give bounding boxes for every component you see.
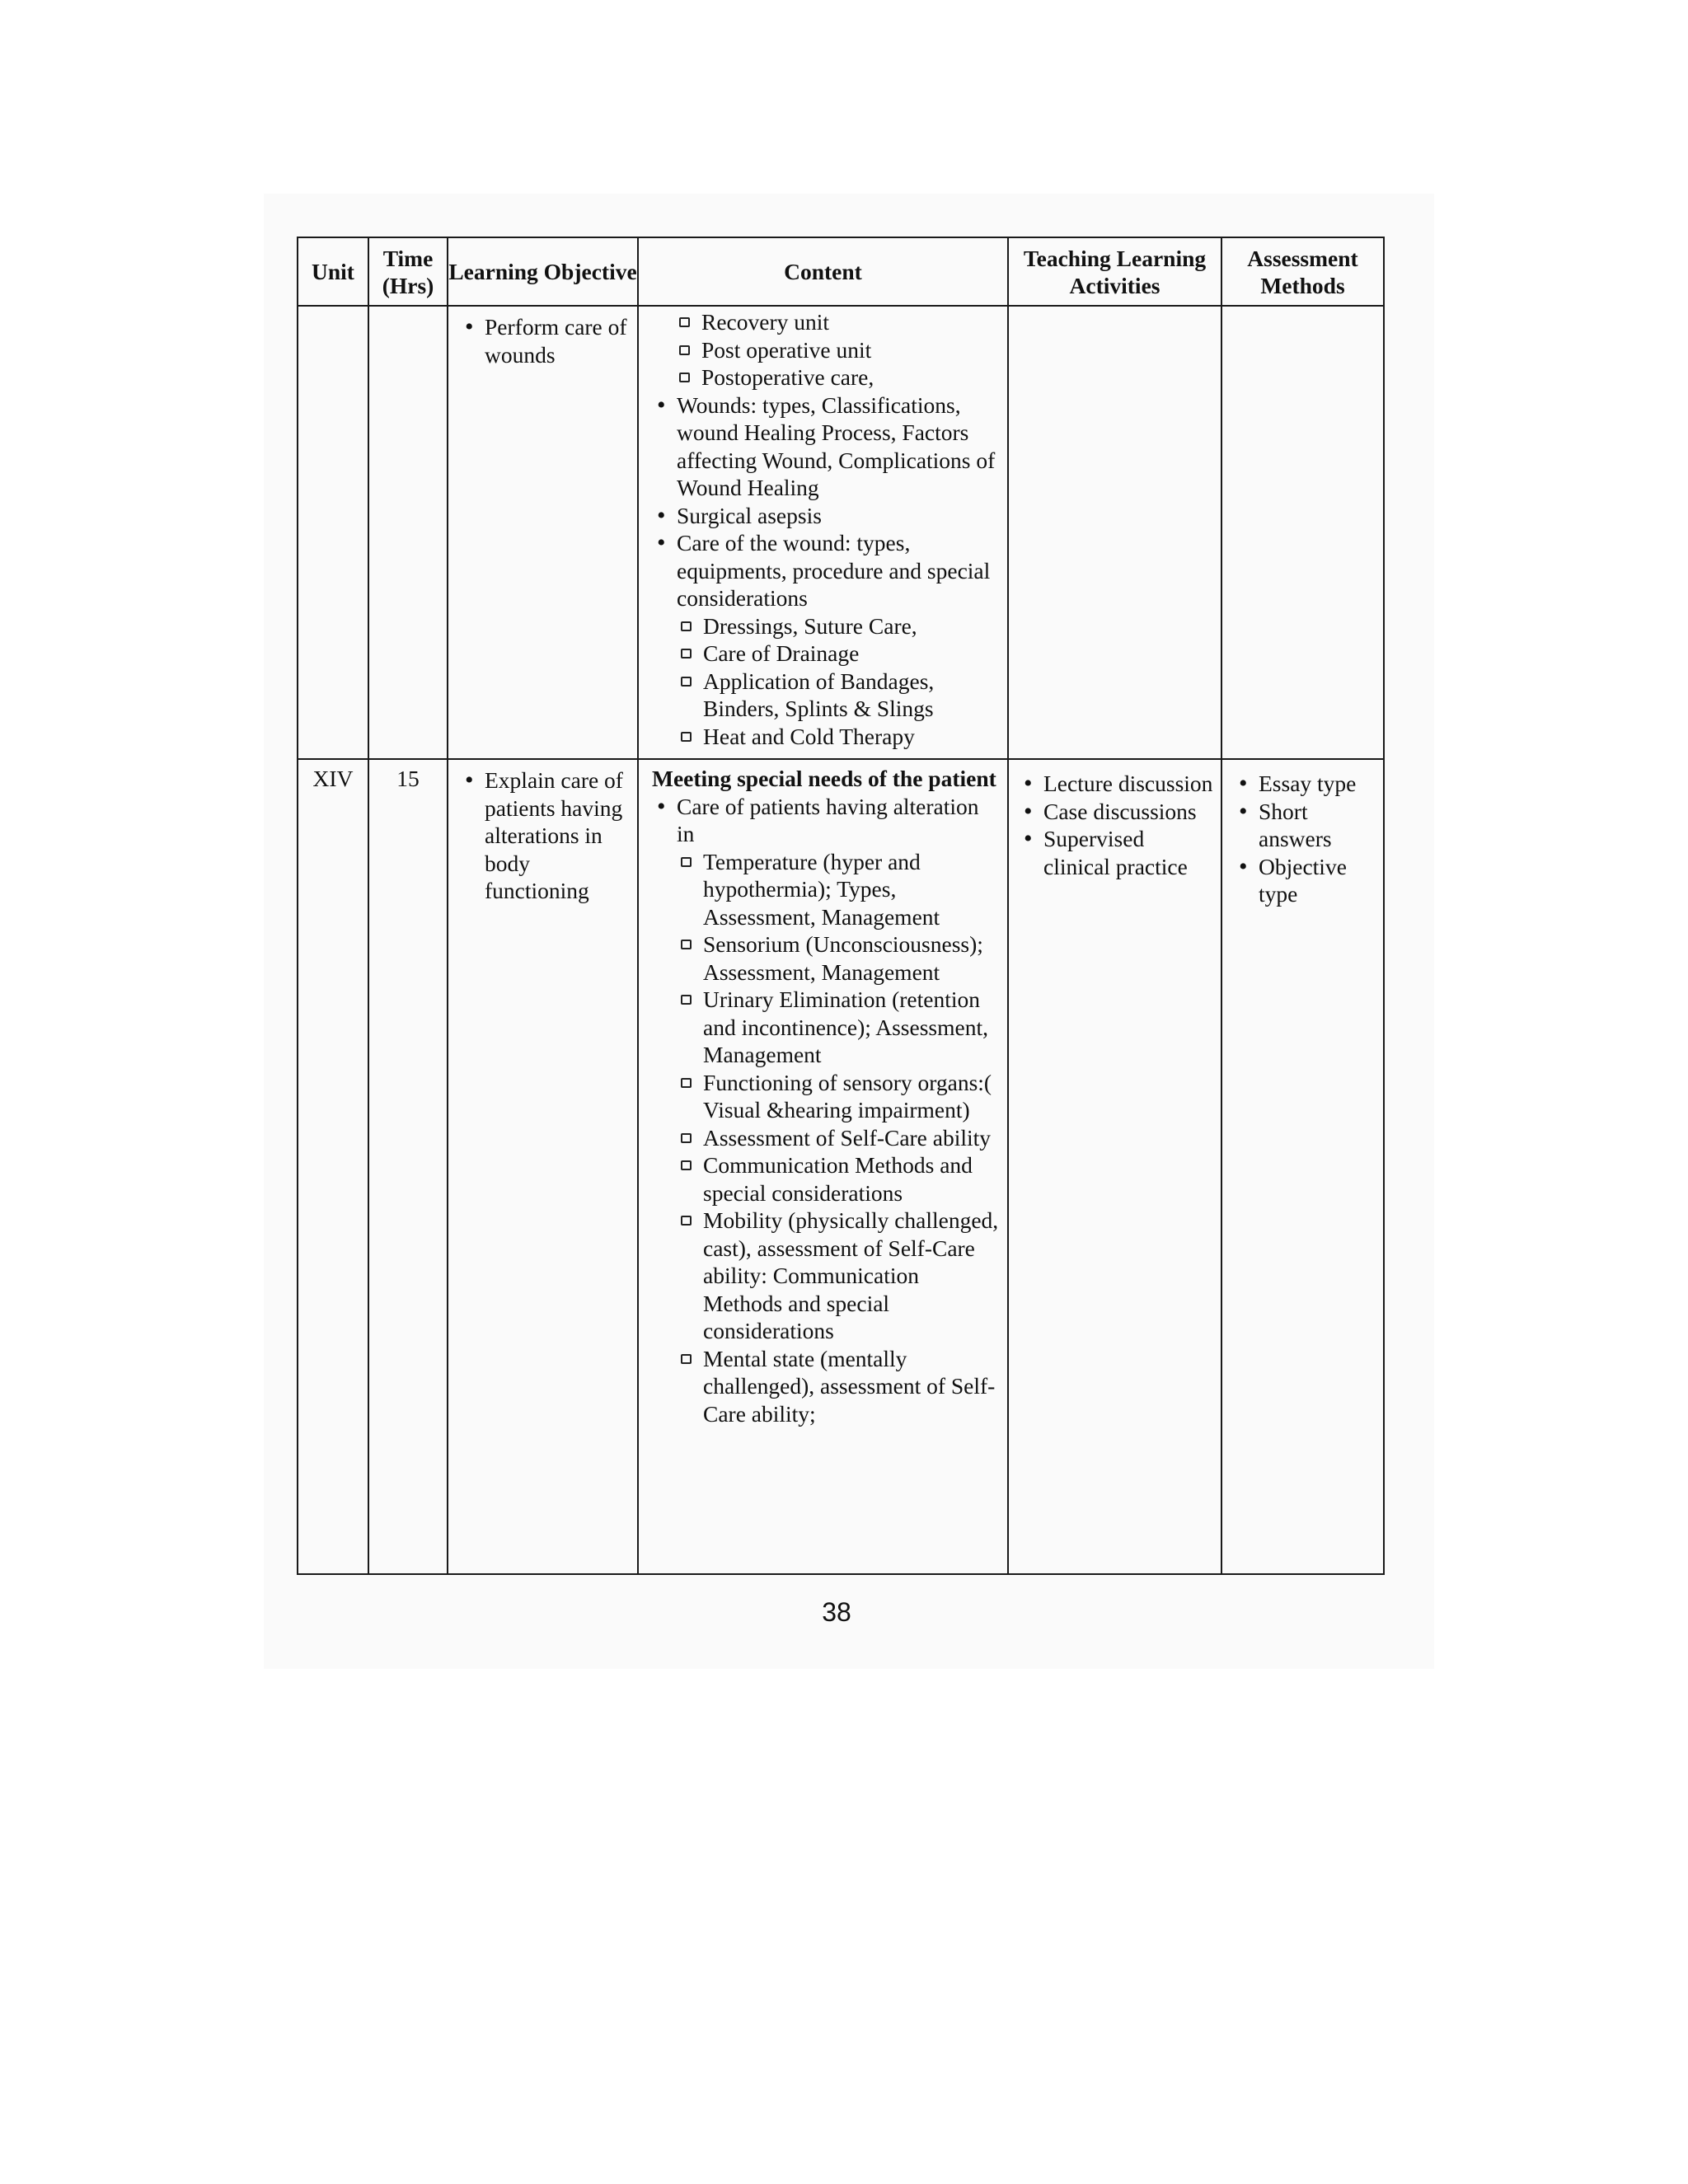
assessment-cell [1221, 306, 1384, 759]
content-subitem: Sensorium (Unconsciousness); Assessment, Management [677, 930, 1001, 986]
assessment-item: • Essay type [1234, 770, 1378, 798]
content-subitem: Postoperative care, [675, 363, 1001, 391]
content-subitem: Recovery unit [675, 308, 1001, 336]
assessment-cell [1221, 759, 1384, 1574]
header-assessment-methods: Assessment Methods [1221, 237, 1384, 306]
content-section-title: Meeting special needs of the patient [652, 766, 996, 791]
content-bullet: • Wounds: types, Classifications, wound Healing Process, Factors affecting Wound, Complications of Wound Healing [652, 391, 1001, 502]
unit-cell [298, 306, 368, 759]
activity-item: • Lecture discussion [1019, 770, 1216, 798]
content-subitem: Post operative unit [675, 336, 1001, 364]
objective-cell [448, 759, 638, 1574]
content-bullet-text: Care of patients having alteration in [677, 793, 979, 846]
unit-cell: XIV [298, 759, 368, 1574]
content-bullet-text: Care of the wound: types, equipments, procedure and special considerations [677, 530, 991, 611]
content-subitem: Care of Drainage [677, 640, 1001, 668]
content-bullet [652, 793, 1001, 1428]
content-bullet: • Surgical asepsis [652, 502, 1001, 530]
content-subitem: Temperature (hyper and hypothermia); Types, Assessment, Management [677, 848, 1001, 931]
table-row [298, 306, 1384, 759]
header-unit: Unit [298, 237, 368, 306]
content-subitem: Assessment of Self-Care ability [677, 1124, 1001, 1152]
content-subitem: Functioning of sensory organs:( Visual &hearing impairment) [677, 1069, 1001, 1124]
table-row [298, 759, 1384, 1574]
objective-item: • Explain care of patients having alterations in body functioning [460, 766, 632, 905]
table-header-row [298, 237, 1384, 306]
time-cell: 15 [368, 759, 448, 1574]
content-bullet [652, 529, 1001, 750]
header-learning-objective: Learning Objective [448, 237, 638, 306]
content-subitem: Urinary Elimination (retention and incontinence); Assessment, Management [677, 986, 1001, 1069]
content-subitem: Heat and Cold Therapy [677, 723, 1001, 751]
content-cell [638, 759, 1008, 1574]
activity-item: • Case discussions [1019, 798, 1216, 826]
activities-cell [1008, 306, 1221, 759]
assessment-item: • Short answers [1234, 798, 1378, 853]
content-subitem: Dressings, Suture Care, [677, 612, 1001, 640]
content-subitem: Communication Methods and special considerations [677, 1151, 1001, 1207]
syllabus-table [297, 237, 1385, 1575]
header-teaching-learning-activities: Teaching Learning Activities [1008, 237, 1221, 306]
header-time: Time (Hrs) [368, 237, 448, 306]
time-cell [368, 306, 448, 759]
page-number: 38 [822, 1597, 851, 1627]
activity-item: • Supervised clinical practice [1019, 825, 1216, 880]
content-subitem: Mobility (physically challenged, cast), assessment of Self-Care ability: Communication Methods and special considerations [677, 1207, 1001, 1345]
content-subitem: Mental state (mentally challenged), assessment of Self-Care ability; [677, 1345, 1001, 1428]
content-cell [638, 306, 1008, 759]
objective-cell [448, 306, 638, 759]
content-subitem: Application of Bandages, Binders, Splints & Slings [677, 668, 1001, 723]
assessment-item: • Objective type [1234, 853, 1378, 908]
activities-cell [1008, 759, 1221, 1574]
objective-item: • Perform care of wounds [460, 313, 632, 368]
header-content: Content [638, 237, 1008, 306]
